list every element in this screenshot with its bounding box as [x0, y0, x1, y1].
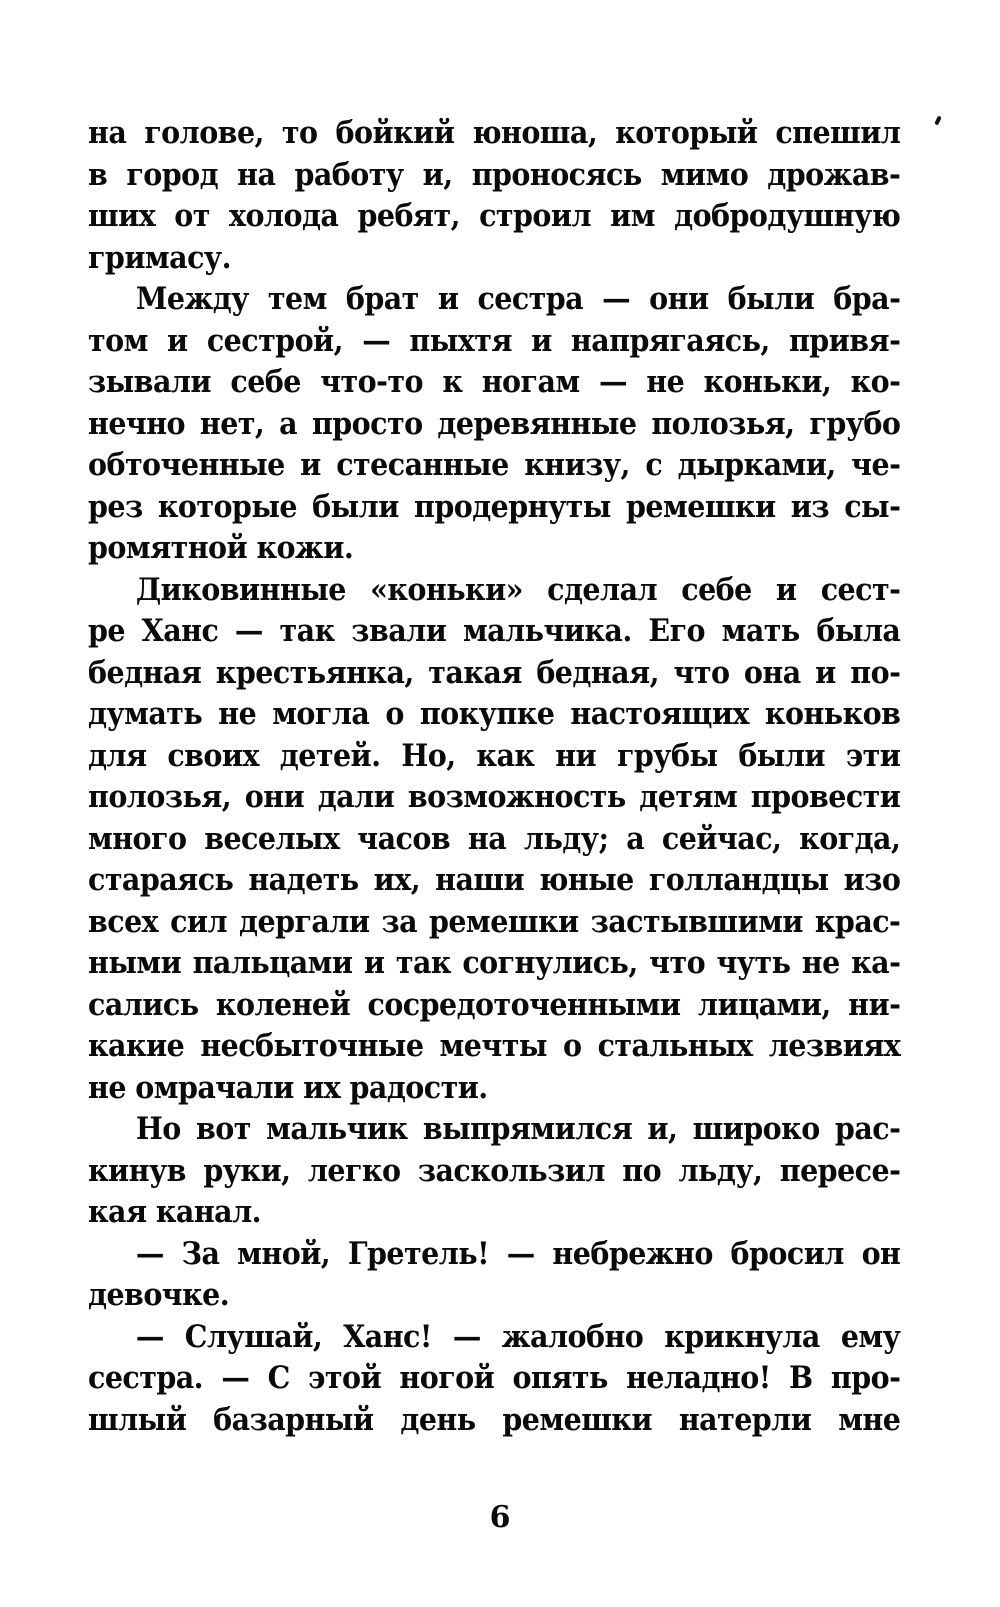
text-line: ре Ханс — так звали мальчика. Его мать была [88, 613, 901, 649]
text-line: обточенные и стесанные книзу, с дырками, че- [88, 447, 901, 483]
text-line: гримасу. [88, 239, 231, 276]
paragraph [88, 279, 900, 570]
paragraph [88, 1317, 900, 1442]
text-line: — Слушай, Ханс! — жалобно крикнула ему [135, 1318, 901, 1355]
text-line: много веселых часов на льду; а сейчас, когда, [88, 820, 901, 857]
text-line: сались коленей сосредоточенными лицами, ни- [88, 986, 901, 1023]
text-line: ными пальцами и так согнулись, что чуть не ка- [88, 945, 901, 981]
text-line: Диковинные «коньки» сделал себе и сест- [135, 571, 901, 608]
scan-artifact-mark [934, 116, 941, 126]
text-line: кая канал. [88, 1194, 262, 1230]
text-line: зывали себе что-то к ногам — не коньки, ко- [88, 364, 901, 400]
paragraph [88, 570, 900, 1110]
text-line: ромятной кожи. [88, 530, 354, 566]
text-line: ших от холода ребят, строил им добродушную [88, 198, 901, 234]
text-line: стараясь надеть их, наши юные голландцы изо [88, 862, 901, 898]
text-line: в город на работу и, проносясь мимо дрожав- [88, 156, 901, 193]
text-line: полозья, они дали возможность детям провести [88, 779, 901, 815]
text-line: думать не могла о покупке настоящих коньков [88, 696, 901, 732]
text-line: не омрачали их радости. [88, 1069, 488, 1106]
text-line: для своих детей. Но, как ни грубы были эти [88, 737, 901, 774]
text-line: том и сестрой, — пыхтя и напрягаясь, привя- [88, 322, 901, 359]
text-line: Между тем брат и сестра — они были бра- [135, 281, 901, 317]
text-line: сестра. — С этой ногой опять неладно! В про- [88, 1360, 901, 1396]
body-text [88, 113, 900, 1441]
text-line: Но вот мальчик выпрямился и, широко рас- [135, 1111, 901, 1147]
paragraph [88, 1109, 900, 1234]
text-line: нечно нет, а просто деревянные полозья, грубо [88, 405, 901, 442]
paragraph [88, 1234, 900, 1317]
text-line: девочке. [88, 1277, 230, 1313]
text-line: какие несбыточные мечты о стальных лезвиях [88, 1028, 901, 1064]
text-line: шлый базарный день ремешки натерли мне [88, 1401, 901, 1438]
text-line: рез которые были продернуты ремешки из сы- [88, 488, 901, 525]
text-line: — За мной, Гретель! — небрежно бросил он [135, 1235, 901, 1272]
text-line: всех сил дергали за ремешки застывшими крас- [88, 903, 901, 940]
text-line: кинув руки, легко заскользил по льду, пересе- [88, 1152, 901, 1189]
text-line: бедная крестьянка, такая бедная, что она и по- [88, 654, 901, 691]
page-number: 6 [489, 1500, 511, 1535]
paragraph [88, 113, 900, 279]
text-line: на голове, то бойкий юноша, который спешил [88, 115, 901, 151]
